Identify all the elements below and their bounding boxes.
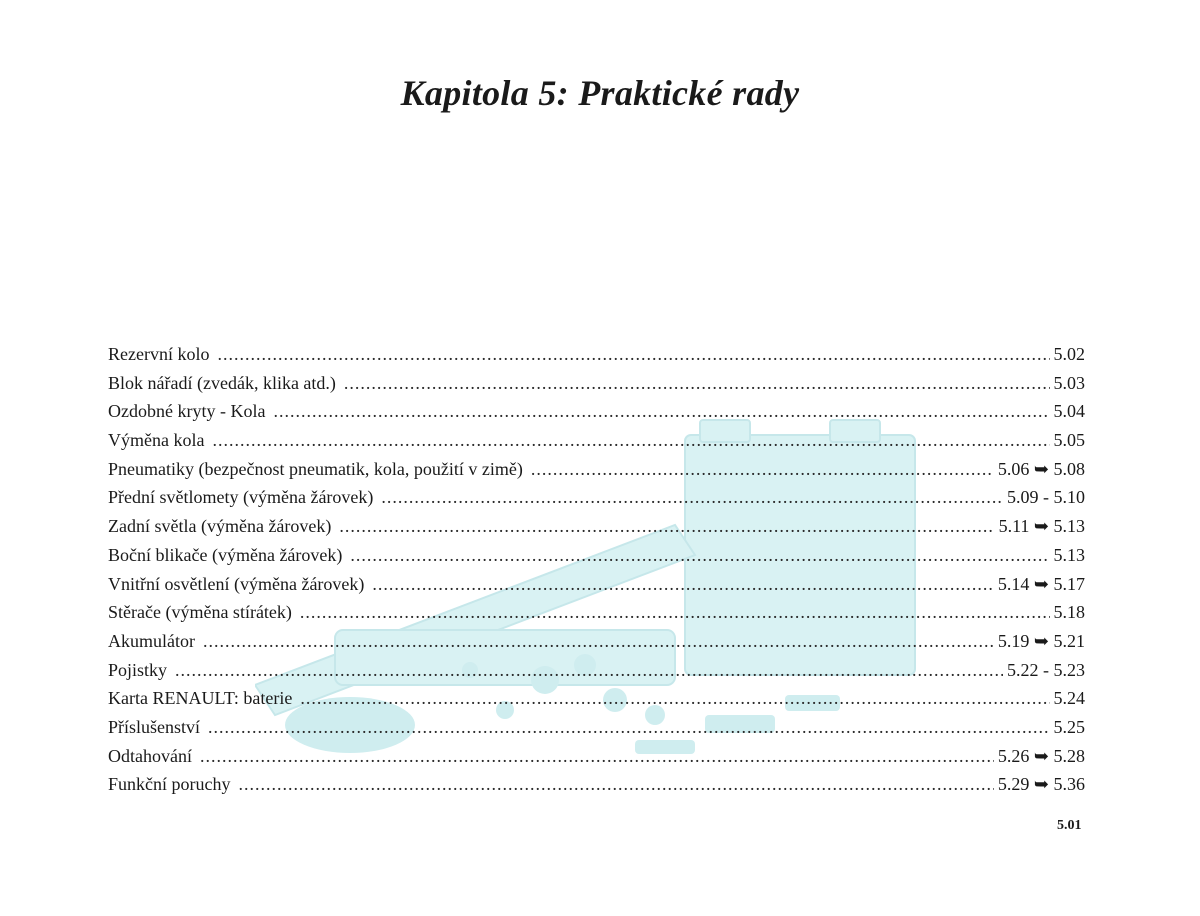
toc-entry-page: 5.03	[1053, 372, 1085, 393]
dot-leader	[344, 369, 1050, 398]
toc-entry-label: Ozdobné kryty - Kola	[108, 401, 266, 422]
dot-leader	[208, 713, 1049, 742]
toc-entry-label: Přední světlomety (výměna žárovek)	[108, 487, 374, 508]
toc-entry[interactable]	[108, 455, 1085, 484]
dot-leader	[339, 512, 994, 541]
toc-entry-page: 5.11 ➥ 5.13	[998, 516, 1085, 537]
toc-entry-page: 5.26 ➥ 5.28	[997, 745, 1085, 766]
toc-entry-label: Výměna kola	[108, 430, 205, 451]
toc-entry-page: 5.19 ➥ 5.21	[997, 630, 1085, 651]
toc-entry-label: Vnitřní osvětlení (výměna žárovek)	[108, 573, 365, 594]
dot-leader	[203, 627, 994, 656]
toc-entry[interactable]	[108, 541, 1085, 570]
toc-entry-label: Boční blikače (výměna žárovek)	[108, 544, 343, 565]
toc-entry-label: Karta RENAULT: baterie	[108, 688, 293, 709]
toc-entry[interactable]	[108, 340, 1085, 369]
toc-entry-label: Rezervní kolo	[108, 344, 210, 364]
toc-entry-label: Příslušenství	[108, 716, 201, 737]
dot-leader	[300, 598, 1050, 627]
toc-entry-page: 5.06 ➥ 5.08	[997, 458, 1085, 479]
toc-entry-page: 5.05	[1053, 430, 1085, 451]
toc-entry[interactable]	[108, 426, 1085, 455]
toc-entry[interactable]	[108, 742, 1085, 771]
toc-entry-label: Pojistky	[108, 659, 168, 680]
toc-entry-page: 5.24	[1053, 688, 1085, 709]
toc-entry[interactable]	[108, 512, 1085, 541]
toc-entry-page: 5.14 ➥ 5.17	[997, 573, 1085, 594]
toc-entry-label: Odtahování	[108, 745, 192, 766]
table-of-contents	[108, 340, 1085, 799]
toc-entry[interactable]	[108, 627, 1085, 656]
dot-leader	[238, 770, 993, 799]
dot-leader	[273, 397, 1049, 426]
toc-entry[interactable]	[108, 770, 1085, 799]
toc-entry[interactable]	[108, 656, 1085, 685]
toc-entry-label: Akumulátor	[108, 630, 195, 651]
toc-entry[interactable]	[108, 369, 1085, 398]
toc-entry[interactable]	[108, 570, 1085, 599]
toc-entry-page: 5.02	[1053, 344, 1085, 364]
toc-entry-label: Stěrače (výměna stírátek)	[108, 602, 292, 623]
dot-leader	[300, 684, 1049, 713]
dot-leader	[372, 570, 993, 599]
toc-entry-label: Funkční poruchy	[108, 774, 231, 795]
dot-leader	[381, 483, 1003, 512]
toc-entry-page: 5.04	[1053, 401, 1085, 422]
toc-entry-page: 5.13	[1053, 544, 1085, 565]
toc-entry[interactable]	[108, 598, 1085, 627]
dot-leader	[531, 455, 994, 484]
dot-leader	[212, 426, 1049, 455]
toc-entry-label: Zadní světla (výměna žárovek)	[108, 516, 332, 537]
toc-entry-page: 5.25	[1053, 716, 1085, 737]
dot-leader	[200, 742, 994, 771]
chapter-title: Kapitola 5: Praktické rady	[400, 73, 800, 113]
toc-entry[interactable]	[108, 713, 1085, 742]
toc-entry-label: Blok nářadí (zvedák, klika atd.)	[108, 372, 336, 393]
dot-leader	[350, 541, 1049, 570]
page-number: 5.01	[1057, 818, 1082, 833]
dot-leader	[175, 656, 1003, 685]
toc-entry-page: 5.22 - 5.23	[1007, 659, 1085, 680]
dot-leader	[217, 340, 1049, 369]
toc-entry-page: 5.18	[1053, 602, 1085, 623]
toc-entry[interactable]	[108, 397, 1085, 426]
toc-entry-label: Pneumatiky (bezpečnost pneumatik, kola, použití v zimě)	[108, 458, 523, 479]
toc-entry[interactable]	[108, 684, 1085, 713]
toc-entry-page: 5.29 ➥ 5.36	[997, 774, 1085, 795]
toc-entry[interactable]	[108, 483, 1085, 512]
toc-entry-page: 5.09 - 5.10	[1007, 487, 1085, 508]
